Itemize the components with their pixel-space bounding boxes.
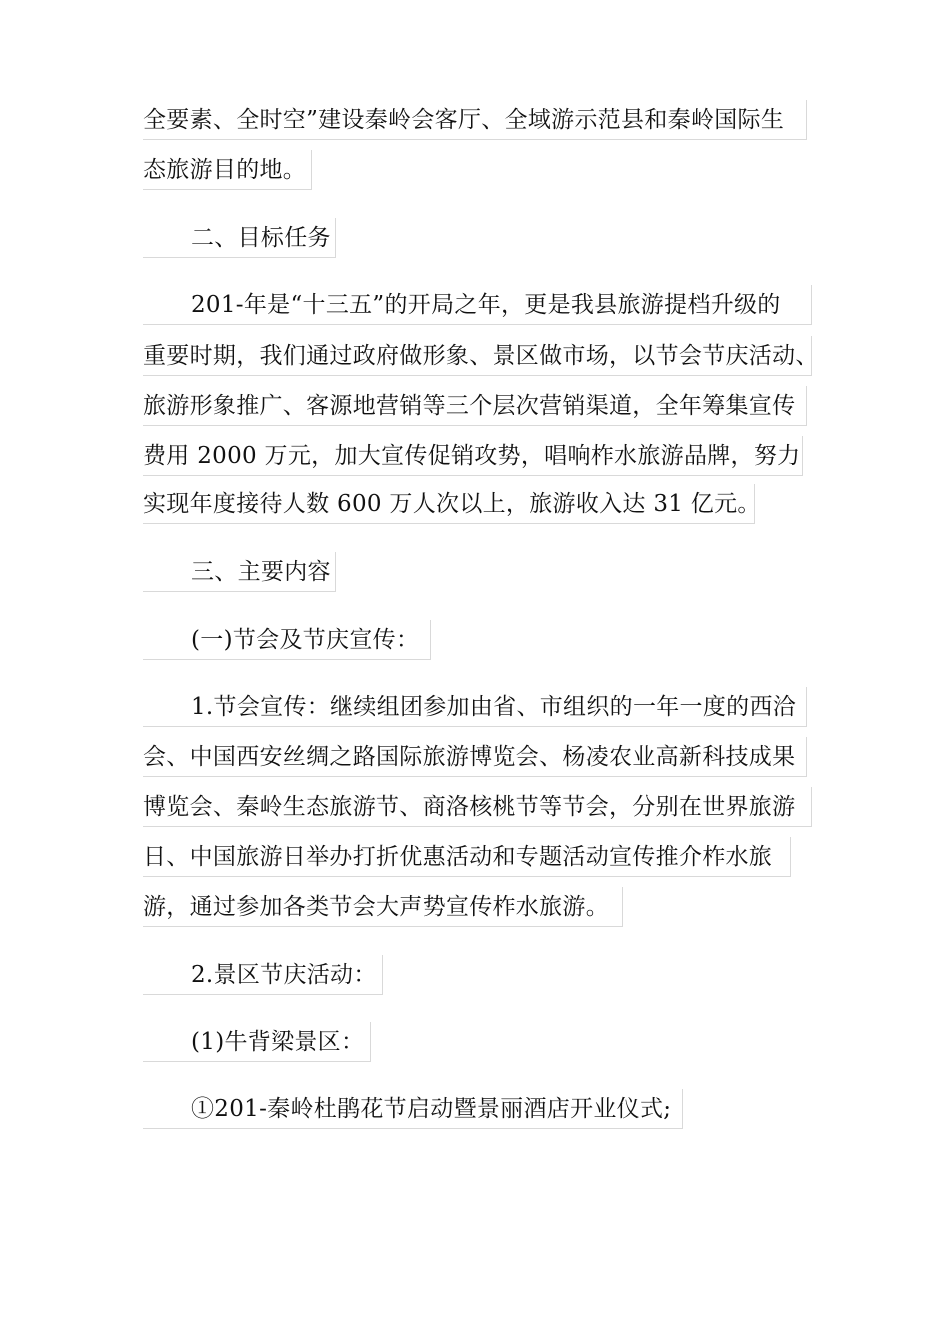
list-item: ①201-秦岭杜鹃花节启动暨景丽酒店开业仪式;	[143, 1089, 683, 1129]
text-line: 1.节会宣传：继续组团参加由省、市组织的一年一度的西洽	[143, 687, 807, 727]
text-line: 全要素、全时空”建设秦岭会客厅、全域游示范县和秦岭国际生	[143, 100, 807, 140]
text-line: 日、中国旅游日举办打折优惠活动和专题活动宣传推介柞水旅	[143, 837, 791, 877]
text-line: 游，通过参加各类节会大声势宣传柞水旅游。	[143, 887, 623, 927]
text-line: 态旅游目的地。	[143, 150, 312, 190]
text-line: 博览会、秦岭生态旅游节、商洛核桃节等节会，分别在世界旅游	[143, 787, 812, 827]
subsection-heading: 2.景区节庆活动：	[143, 955, 383, 995]
subsection-heading: (一)节会及节庆宣传：	[143, 620, 431, 660]
text-line: 旅游形象推广、客源地营销等三个层次营销渠道，全年筹集宣传	[143, 386, 807, 426]
text-line: 重要时期，我们通过政府做形象、景区做市场，以节会节庆活动、	[143, 336, 812, 376]
section-heading: 二、目标任务	[143, 218, 336, 258]
text-line: 费用 2000 万元，加大宣传促销攻势，唱响柞水旅游品牌，努力	[143, 436, 803, 476]
text-line: 实现年度接待人数 600 万人次以上，旅游收入达 31 亿元。	[143, 484, 755, 524]
text-line: 会、中国西安丝绸之路国际旅游博览会、杨凌农业高新科技成果	[143, 737, 807, 777]
section-heading: 三、主要内容	[143, 552, 336, 592]
text-line: 201-年是“十三五”的开局之年，更是我县旅游提档升级的	[143, 285, 812, 325]
subsection-heading: (1)牛背梁景区：	[143, 1022, 371, 1062]
